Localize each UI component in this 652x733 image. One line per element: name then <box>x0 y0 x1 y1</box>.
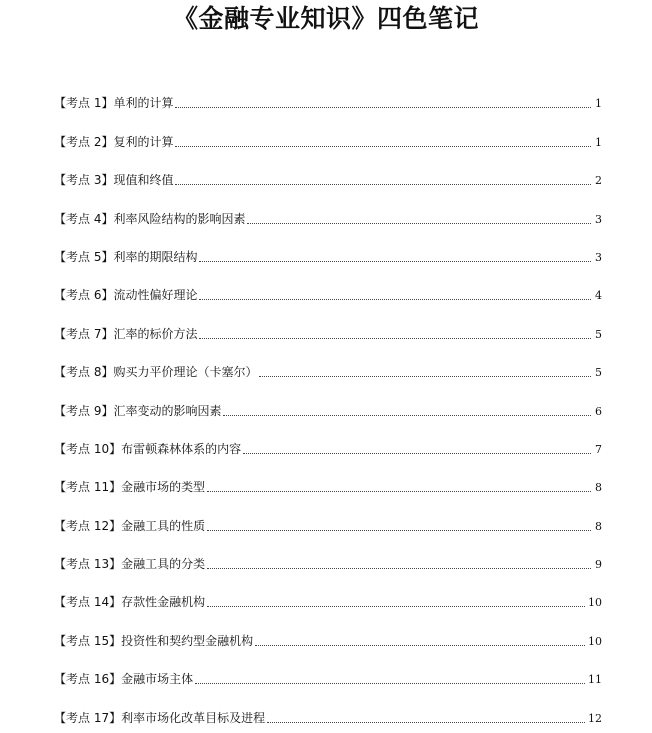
toc-entry-label: 【考点 5】利率的期限结构 <box>54 249 198 264</box>
toc-entry[interactable] <box>54 656 602 694</box>
toc-entry-page-number: 1 <box>595 97 602 111</box>
toc-entry[interactable] <box>54 464 602 502</box>
toc-entry-label: 【考点 16】金融市场主体 <box>54 672 194 687</box>
toc-entry-label: 【考点 1】单利的计算 <box>54 96 174 111</box>
toc-entry-label: 【考点 3】现值和终值 <box>54 173 174 188</box>
toc-entry[interactable] <box>54 157 602 195</box>
toc-dot-leader <box>199 261 591 262</box>
toc-dot-leader <box>207 606 585 607</box>
toc-dot-leader <box>267 722 585 723</box>
toc-entry-label: 【考点 12】金融工具的性质 <box>54 518 206 533</box>
toc-entry-label: 【考点 4】利率风险结构的影响因素 <box>54 211 246 226</box>
toc-entry-page-number: 2 <box>595 174 602 188</box>
toc-entry-page-number: 7 <box>595 442 602 456</box>
toc-entry[interactable] <box>54 541 602 579</box>
toc-entry-label: 【考点 15】投资性和契约型金融机构 <box>54 633 254 648</box>
toc-entry-label: 【考点 7】汇率的标价方法 <box>54 326 198 341</box>
toc-entry-page-number: 5 <box>595 366 602 380</box>
toc-dot-leader <box>207 568 591 569</box>
toc-entry-page-number: 8 <box>595 481 602 495</box>
toc-entry-page-number: 10 <box>588 634 602 648</box>
toc-entry-page-number: 1 <box>595 135 602 149</box>
toc-dot-leader <box>195 683 585 684</box>
toc-entry-page-number: 12 <box>588 711 602 725</box>
toc-entry[interactable] <box>54 272 602 310</box>
toc-entry-page-number: 3 <box>595 212 602 226</box>
toc-entry-label: 【考点 10】布雷顿森林体系的内容 <box>54 441 242 456</box>
toc-entry-label: 【考点 2】复利的计算 <box>54 134 174 149</box>
page-title: 《金融专业知识》四色笔记 <box>172 4 479 33</box>
toc-entry[interactable] <box>54 617 602 655</box>
toc-entry-label: 【考点 17】利率市场化改革目标及进程 <box>54 710 266 725</box>
table-of-contents <box>54 80 602 733</box>
toc-entry-page-number: 3 <box>595 250 602 264</box>
toc-entry[interactable] <box>54 118 602 156</box>
toc-entry-page-number: 9 <box>595 558 602 572</box>
toc-entry[interactable] <box>54 387 602 425</box>
toc-entry[interactable] <box>54 195 602 233</box>
toc-entry-label: 【考点 11】金融市场的类型 <box>54 480 206 495</box>
toc-dot-leader <box>207 530 591 531</box>
toc-entry[interactable] <box>54 426 602 464</box>
toc-entry-page-number: 4 <box>595 289 602 303</box>
toc-dot-leader <box>259 376 591 377</box>
toc-entry-page-number: 10 <box>588 596 602 610</box>
toc-entry[interactable] <box>54 349 602 387</box>
toc-dot-leader <box>243 453 591 454</box>
toc-entry-label: 【考点 9】汇率变动的影响因素 <box>54 403 222 418</box>
toc-dot-leader <box>247 223 591 224</box>
toc-dot-leader <box>175 146 591 147</box>
toc-entry-page-number: 8 <box>595 519 602 533</box>
toc-dot-leader <box>199 299 591 300</box>
toc-entry-label: 【考点 13】金融工具的分类 <box>54 557 206 572</box>
toc-entry[interactable] <box>54 502 602 540</box>
toc-entry-page-number: 11 <box>588 673 602 687</box>
toc-dot-leader <box>175 107 591 108</box>
toc-dot-leader <box>199 338 591 339</box>
toc-dot-leader <box>175 184 591 185</box>
toc-entry[interactable] <box>54 80 602 118</box>
toc-entry[interactable] <box>54 310 602 348</box>
toc-dot-leader <box>207 491 591 492</box>
toc-entry-label: 【考点 8】购买力平价理论（卡塞尔） <box>54 365 258 380</box>
toc-entry-label: 【考点 6】流动性偏好理论 <box>54 288 198 303</box>
toc-dot-leader <box>223 415 591 416</box>
toc-entry-page-number: 5 <box>595 327 602 341</box>
toc-entry-label: 【考点 14】存款性金融机构 <box>54 595 206 610</box>
toc-entry-page-number: 6 <box>595 404 602 418</box>
toc-dot-leader <box>255 645 585 646</box>
toc-entry[interactable] <box>54 234 602 272</box>
toc-entry[interactable] <box>54 579 602 617</box>
